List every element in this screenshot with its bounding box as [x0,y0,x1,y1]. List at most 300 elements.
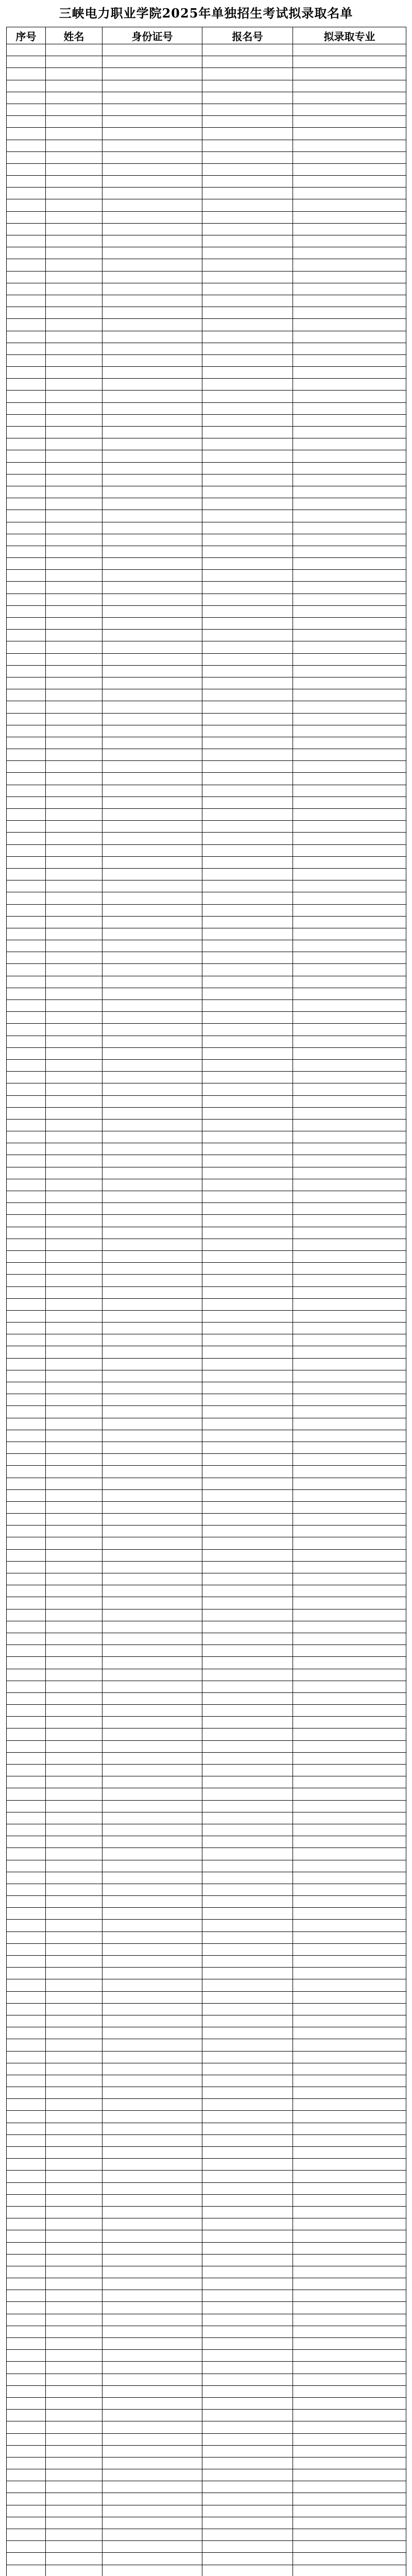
cell-index [7,235,46,247]
cell-id-number [102,1215,202,1227]
cell-major [293,1155,406,1167]
cell-name [46,462,102,474]
cell-registration-number [202,1645,293,1657]
cell-major [293,1526,406,1537]
table-row [7,1728,406,1740]
cell-major [293,701,406,713]
cell-major [293,2051,406,2063]
cell-major [293,976,406,988]
cell-major [293,1047,406,1059]
cell-registration-number [202,844,293,856]
table-row [7,1585,406,1597]
cell-major [293,2314,406,2326]
cell-registration-number [202,1191,293,1203]
cell-id-number [102,486,202,498]
cell-id-number [102,2410,202,2421]
table-row [7,2553,406,2565]
cell-registration-number [202,1788,293,1800]
cell-id-number [102,880,202,892]
cell-index [7,1155,46,1167]
cell-major [293,1466,406,1478]
table-row [7,2087,406,2099]
table-row [7,2362,406,2374]
cell-name [46,1000,102,1012]
table-row [7,1537,406,1549]
cell-id-number [102,1263,202,1275]
table-row [7,2385,406,2397]
cell-registration-number [202,1752,293,1764]
cell-major [293,1896,406,1908]
cell-name [46,1728,102,1740]
cell-major [293,880,406,892]
cell-major [293,2075,406,2087]
cell-id-number [102,1920,202,1931]
cell-major [293,2206,406,2218]
cell-name [46,68,102,80]
cell-index [7,1585,46,1597]
table-row [7,2290,406,2302]
cell-major [293,1215,406,1227]
cell-major [293,1740,406,1752]
cell-registration-number [202,1394,293,1406]
cell-major [293,235,406,247]
cell-index [7,2314,46,2326]
table-row [7,1943,406,1955]
cell-name [46,1191,102,1203]
table-row [7,2015,406,2027]
cell-registration-number [202,56,293,68]
cell-index [7,2529,46,2541]
cell-name [46,749,102,761]
cell-registration-number [202,1095,293,1107]
cell-name [46,1537,102,1549]
cell-id-number [102,1501,202,1513]
cell-major [293,414,406,426]
cell-id-number [102,140,202,151]
cell-registration-number [202,2063,293,2075]
cell-name [46,2290,102,2302]
cell-index [7,2147,46,2159]
cell-name [46,2517,102,2529]
table-row [7,2469,406,2481]
cell-index [7,1346,46,1358]
cell-major [293,307,406,319]
cell-registration-number [202,940,293,952]
table-row [7,630,406,641]
cell-registration-number [202,761,293,773]
cell-registration-number [202,1131,293,1143]
cell-major [293,2374,406,2385]
cell-registration-number [202,271,293,283]
cell-registration-number [202,2194,293,2206]
table-row [7,2350,406,2362]
cell-major [293,1167,406,1179]
cell-index [7,1203,46,1215]
cell-major [293,1239,406,1250]
cell-major [293,56,406,68]
table-row [7,2147,406,2159]
cell-name [46,892,102,904]
cell-registration-number [202,259,293,271]
cell-id-number [102,44,202,56]
cell-major [293,1024,406,1036]
cell-index [7,2254,46,2266]
cell-name [46,92,102,104]
cell-major [293,498,406,510]
cell-index [7,1466,46,1478]
cell-index [7,737,46,749]
cell-id-number [102,653,202,665]
cell-major [293,1968,406,1979]
cell-index [7,116,46,128]
cell-registration-number [202,2218,293,2230]
cell-index [7,2541,46,2553]
cell-major [293,1143,406,1155]
cell-index [7,630,46,641]
cell-major [293,1633,406,1645]
cell-major [293,2242,406,2254]
cell-major [293,1119,406,1131]
table-row [7,785,406,796]
cell-index [7,2230,46,2242]
cell-name [46,1692,102,1704]
table-row [7,2182,406,2194]
cell-id-number [102,343,202,354]
cell-id-number [102,1489,202,1501]
cell-registration-number [202,1442,293,1453]
cell-name [46,1430,102,1442]
table-row [7,1131,406,1143]
cell-index [7,1059,46,1071]
cell-major [293,2182,406,2194]
cell-index [7,594,46,605]
cell-major [293,653,406,665]
cell-name [46,1036,102,1047]
cell-registration-number [202,868,293,880]
table-row [7,1334,406,1346]
cell-id-number [102,928,202,940]
cell-major [293,1692,406,1704]
cell-name [46,379,102,391]
cell-id-number [102,2338,202,2350]
cell-id-number [102,379,202,391]
cell-id-number [102,223,202,235]
cell-registration-number [202,1968,293,1979]
cell-name [46,904,102,916]
cell-registration-number [202,1275,293,1286]
table-row [7,1956,406,1968]
cell-major [293,1489,406,1501]
cell-index [7,2039,46,2051]
cell-name [46,2111,102,2123]
table-row [7,1000,406,1012]
cell-index [7,450,46,462]
cell-index [7,163,46,175]
cell-major [293,510,406,522]
cell-name [46,2003,102,2015]
cell-id-number [102,367,202,379]
cell-registration-number [202,809,293,821]
cell-major [293,534,406,546]
cell-registration-number [202,2302,293,2314]
cell-registration-number [202,1836,293,1848]
cell-registration-number [202,92,293,104]
cell-name [46,2194,102,2206]
cell-registration-number [202,1740,293,1752]
cell-id-number [102,247,202,259]
cell-registration-number [202,2087,293,2099]
cell-name [46,1740,102,1752]
cell-major [293,2111,406,2123]
cell-index [7,1454,46,1466]
cell-registration-number [202,1991,293,2003]
cell-name [46,701,102,713]
cell-name [46,1155,102,1167]
cell-index [7,2171,46,2182]
cell-major [293,785,406,796]
cell-major [293,2171,406,2182]
cell-major [293,1000,406,1012]
table-row [7,1489,406,1501]
cell-major [293,1609,406,1621]
cell-registration-number [202,2051,293,2063]
cell-name [46,534,102,546]
cell-major [293,438,406,450]
cell-index [7,2433,46,2445]
cell-id-number [102,1848,202,1860]
table-row [7,1514,406,1526]
cell-name [46,2218,102,2230]
cell-registration-number [202,1812,293,1824]
cell-major [293,2338,406,2350]
cell-name [46,1920,102,1931]
cell-name [46,510,102,522]
table-row [7,964,406,976]
cell-id-number [102,1752,202,1764]
cell-index [7,438,46,450]
cell-index [7,2338,46,2350]
cell-registration-number [202,880,293,892]
cell-index [7,1323,46,1334]
cell-index [7,773,46,785]
cell-id-number [102,2194,202,2206]
table-row [7,2171,406,2182]
cell-id-number [102,1705,202,1717]
cell-name [46,498,102,510]
cell-id-number [102,2362,202,2374]
table-row [7,2159,406,2171]
cell-name [46,1633,102,1645]
cell-name [46,653,102,665]
cell-index [7,2051,46,2063]
cell-name [46,2302,102,2314]
cell-registration-number [202,1430,293,1442]
cell-id-number [102,427,202,438]
cell-name [46,1812,102,1824]
table-row [7,1920,406,1931]
cell-index [7,1943,46,1955]
cell-id-number [102,2003,202,2015]
cell-index [7,271,46,283]
cell-major [293,283,406,295]
cell-registration-number [202,1263,293,1275]
cell-name [46,1609,102,1621]
cell-registration-number [202,1286,293,1298]
table-row [7,1047,406,1059]
cell-name [46,2553,102,2565]
cell-name [46,2015,102,2027]
cell-major [293,1394,406,1406]
cell-id-number [102,1979,202,1991]
cell-registration-number [202,988,293,999]
cell-name [46,2314,102,2326]
cell-name [46,737,102,749]
cell-major [293,2517,406,2529]
cell-registration-number [202,116,293,128]
cell-id-number [102,1430,202,1442]
cell-registration-number [202,701,293,713]
cell-registration-number [202,582,293,594]
cell-registration-number [202,2206,293,2218]
cell-name [46,1968,102,1979]
cell-registration-number [202,2445,293,2457]
cell-name [46,2374,102,2385]
cell-major [293,211,406,223]
cell-index [7,522,46,534]
cell-id-number [102,1227,202,1239]
cell-major [293,1717,406,1728]
cell-registration-number [202,1250,293,1262]
cell-index [7,1537,46,1549]
cell-name [46,582,102,594]
cell-registration-number [202,1776,293,1788]
cell-major [293,1681,406,1692]
cell-registration-number [202,1370,293,1382]
table-row [7,1526,406,1537]
cell-registration-number [202,1406,293,1418]
cell-id-number [102,1561,202,1573]
cell-index [7,354,46,366]
cell-index [7,1752,46,1764]
cell-index [7,188,46,199]
cell-name [46,343,102,354]
cell-id-number [102,641,202,653]
cell-index [7,761,46,773]
cell-major [293,2385,406,2397]
cell-index [7,1215,46,1227]
cell-name [46,868,102,880]
cell-major [293,2529,406,2541]
table-row [7,605,406,617]
cell-registration-number [202,283,293,295]
cell-id-number [102,522,202,534]
cell-registration-number [202,570,293,582]
cell-index [7,2003,46,2015]
table-row [7,2063,406,2075]
cell-index [7,2194,46,2206]
cell-registration-number [202,2254,293,2266]
cell-major [293,833,406,844]
table-row [7,725,406,737]
cell-name [46,1012,102,1024]
cell-id-number [102,773,202,785]
cell-index [7,1800,46,1812]
cell-major [293,1334,406,1346]
cell-name [46,2457,102,2469]
cell-name [46,2338,102,2350]
cell-index [7,307,46,319]
cell-name [46,235,102,247]
cell-major [293,151,406,163]
cell-id-number [102,354,202,366]
cell-registration-number [202,367,293,379]
cell-index [7,1979,46,1991]
cell-registration-number [202,2015,293,2027]
cell-name [46,2410,102,2421]
cell-registration-number [202,2517,293,2529]
cell-id-number [102,1036,202,1047]
cell-registration-number [202,1155,293,1167]
cell-index [7,259,46,271]
cell-index [7,2385,46,2397]
cell-name [46,1979,102,1991]
cell-registration-number [202,2326,293,2337]
cell-registration-number [202,785,293,796]
cell-index [7,1692,46,1704]
cell-id-number [102,391,202,402]
cell-registration-number [202,856,293,868]
cell-name [46,1263,102,1275]
cell-index [7,1000,46,1012]
table-row [7,2374,406,2385]
cell-name [46,1059,102,1071]
cell-name [46,1872,102,1884]
cell-major [293,1908,406,1920]
cell-name [46,2182,102,2194]
cell-name [46,880,102,892]
table-row [7,2003,406,2015]
cell-name [46,486,102,498]
cell-registration-number [202,2410,293,2421]
cell-index [7,1549,46,1561]
cell-registration-number [202,2338,293,2350]
cell-name [46,1143,102,1155]
cell-index [7,1298,46,1310]
cell-major [293,856,406,868]
table-row [7,391,406,402]
cell-major [293,1812,406,1824]
cell-registration-number [202,1454,293,1466]
table-row [7,1275,406,1286]
cell-name [46,247,102,259]
table-row [7,868,406,880]
cell-registration-number [202,1943,293,1955]
cell-id-number [102,1298,202,1310]
cell-index [7,2099,46,2111]
cell-registration-number [202,402,293,414]
table-row [7,701,406,713]
cell-index [7,1131,46,1143]
cell-index [7,1526,46,1537]
cell-major [293,1203,406,1215]
cell-registration-number [202,319,293,331]
cell-index [7,2123,46,2134]
cell-major [293,1430,406,1442]
cell-major [293,2445,406,2457]
cell-name [46,427,102,438]
cell-index [7,1908,46,1920]
cell-major [293,1358,406,1370]
